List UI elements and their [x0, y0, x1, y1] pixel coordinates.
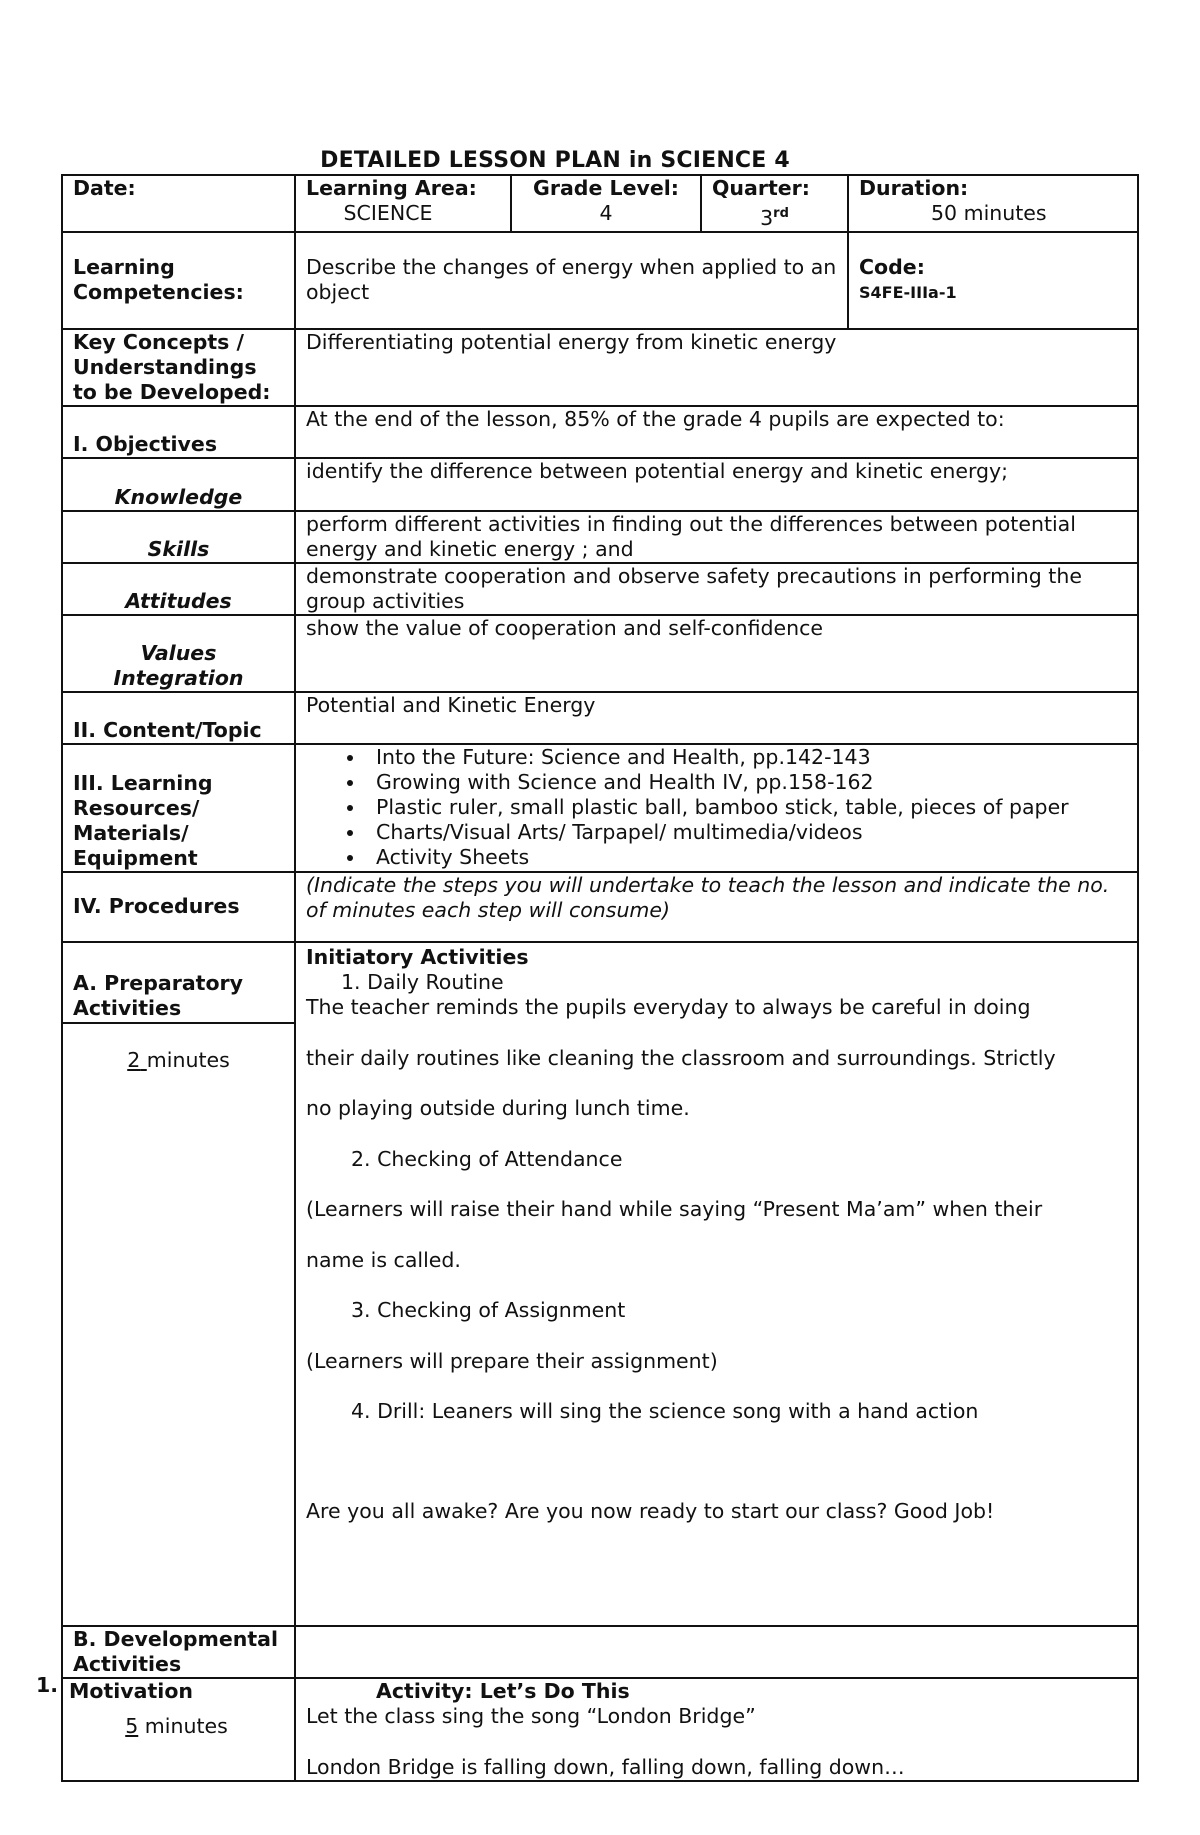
developmental-label: B. Developmental Activities: [62, 1626, 295, 1678]
resource-item: • Into the Future: Science and Health, pp.142-143: [366, 745, 1127, 770]
routine-line: no playing outside during lunch time.: [306, 1095, 690, 1120]
header-row: [62, 175, 1138, 232]
procedures-row: [62, 872, 1138, 942]
resources-list: [306, 745, 1127, 870]
attendance-line: name is called.: [306, 1247, 461, 1272]
preparatory-row: [62, 942, 1138, 1626]
resources-label-cell: [62, 744, 295, 872]
resource-item: • Growing with Science and Health IV, pp.158-162: [366, 770, 1127, 795]
values-label: Values Integration: [62, 615, 295, 692]
preparatory-label: A. Preparatory Activities: [63, 943, 294, 1024]
resource-item: • Charts/Visual Arts/ Tarpapel/ multimedia/videos: [366, 820, 1127, 845]
procedures-note: (Indicate the steps you will undertake to teach the lesson and indicate the no. of minutes each step will consume): [295, 872, 1138, 942]
grade-level-cell: [511, 175, 701, 232]
routine-line: The teacher reminds the pupils everyday to always be careful in doing: [306, 994, 1031, 1019]
motivation-minutes-num: 5: [125, 1713, 139, 1738]
attendance-line: (Learners will raise their hand while saying “Present Ma’am” when their: [306, 1196, 1043, 1221]
grade-level-value: 4: [599, 201, 613, 225]
preparatory-label-cell: [62, 942, 295, 1626]
attitudes-label: Attitudes: [62, 563, 295, 615]
learning-area-cell: [295, 175, 511, 232]
motivation-row: [62, 1678, 1138, 1781]
learning-area-value: SCIENCE: [343, 201, 433, 225]
motivation-content: [295, 1678, 1138, 1781]
quarter-label: Quarter:: [712, 176, 810, 200]
step-drill: 4. Drill: Leaners will sing the science song with a hand action: [351, 1398, 979, 1423]
page-title: DETAILED LESSON PLAN in SCIENCE 4: [320, 148, 790, 173]
skills-value: perform different activities in finding out the differences between potential energy and kinetic energy ; and: [295, 511, 1138, 563]
resources-label-text: III. Learning Resources/ Materials/ Equipment: [73, 770, 213, 870]
code-label: Code:: [859, 255, 925, 280]
grade-level-label: Grade Level:: [533, 176, 679, 200]
resource-item: • Plastic ruler, small plastic ball, bamboo stick, table, pieces of paper: [366, 795, 1127, 820]
attitudes-row: [62, 563, 1138, 615]
motivation-minutes-word: minutes: [144, 1713, 228, 1738]
learning-area-label: Learning Area:: [306, 176, 477, 200]
developmental-row: [62, 1626, 1138, 1678]
attitudes-value: demonstrate cooperation and observe safety precautions in performing the group activities: [295, 563, 1138, 615]
quarter-value: 3: [760, 205, 774, 230]
step-daily-routine: 1. Daily Routine: [341, 969, 504, 994]
routine-line: their daily routines like cleaning the classroom and surroundings. Strictly: [306, 1045, 1056, 1070]
preparatory-minutes-word: minutes: [146, 1047, 230, 1072]
resources-row: [62, 744, 1138, 872]
procedures-label: IV. Procedures: [62, 872, 295, 942]
motivation-number: 1.: [36, 1673, 59, 1697]
content-row: [62, 692, 1138, 744]
code-cell: [848, 232, 1138, 329]
quarter-suffix: rd: [773, 206, 789, 221]
motivation-label-cell: [62, 1678, 295, 1781]
motivation-label: Motivation: [69, 1678, 194, 1703]
content-label: II. Content/Topic: [62, 692, 295, 744]
knowledge-label: Knowledge: [62, 458, 295, 511]
date-cell: [62, 175, 295, 232]
assignment-line: (Learners will prepare their assignment): [306, 1348, 718, 1373]
preparatory-minutes-num: 2: [127, 1047, 141, 1072]
knowledge-value: identify the difference between potential energy and kinetic energy;: [295, 458, 1138, 511]
values-row: [62, 615, 1138, 692]
motivation-minutes: [69, 1704, 284, 1739]
objectives-intro: At the end of the lesson, 85% of the grade 4 pupils are expected to:: [295, 406, 1138, 458]
motivation-line: Let the class sing the song “London Bridge”: [306, 1703, 756, 1728]
motivation-activity: Activity: Let’s Do This: [376, 1678, 630, 1703]
key-concepts-label: Key Concepts / Understandings to be Developed:: [62, 329, 295, 406]
objectives-row: [62, 406, 1138, 458]
competencies-row: [62, 232, 1138, 329]
competencies-label: Learning Competencies:: [62, 232, 295, 329]
competencies-value: Describe the changes of energy when applied to an object: [295, 232, 848, 329]
resources-label: [73, 771, 284, 871]
lesson-plan-table: [61, 174, 1139, 1782]
motivation-line: London Bridge is falling down, falling down, falling down…: [306, 1754, 905, 1779]
objectives-label: I. Objectives: [62, 406, 295, 458]
code-value: S4FE-IIIa-1: [859, 283, 957, 303]
preparatory-minutes: [63, 1024, 294, 1073]
skills-row: [62, 511, 1138, 563]
skills-label: Skills: [62, 511, 295, 563]
date-label: Date:: [73, 176, 136, 200]
step-attendance: 2. Checking of Attendance: [351, 1146, 623, 1171]
duration-label: Duration:: [859, 176, 969, 200]
key-concepts-row: [62, 329, 1138, 406]
routine-text: [306, 995, 1127, 1524]
resources-value: [295, 744, 1138, 872]
step-assignment: 3. Checking of Assignment: [351, 1297, 626, 1322]
knowledge-row: [62, 458, 1138, 511]
preparatory-content: [295, 942, 1138, 1626]
duration-cell: [848, 175, 1138, 232]
values-value: show the value of cooperation and self-confidence: [295, 615, 1138, 692]
resource-item: • Activity Sheets: [366, 845, 1127, 870]
content-value: Potential and Kinetic Energy: [295, 692, 1138, 744]
duration-value: 50 minutes: [931, 201, 1047, 225]
developmental-value: [295, 1626, 1138, 1678]
initiatory-heading: Initiatory Activities: [306, 944, 529, 969]
key-concepts-value: Differentiating potential energy from kinetic energy: [295, 329, 1138, 406]
closing-line: Are you all awake? Are you now ready to start our class? Good Job!: [306, 1498, 995, 1523]
quarter-cell: [701, 175, 848, 232]
